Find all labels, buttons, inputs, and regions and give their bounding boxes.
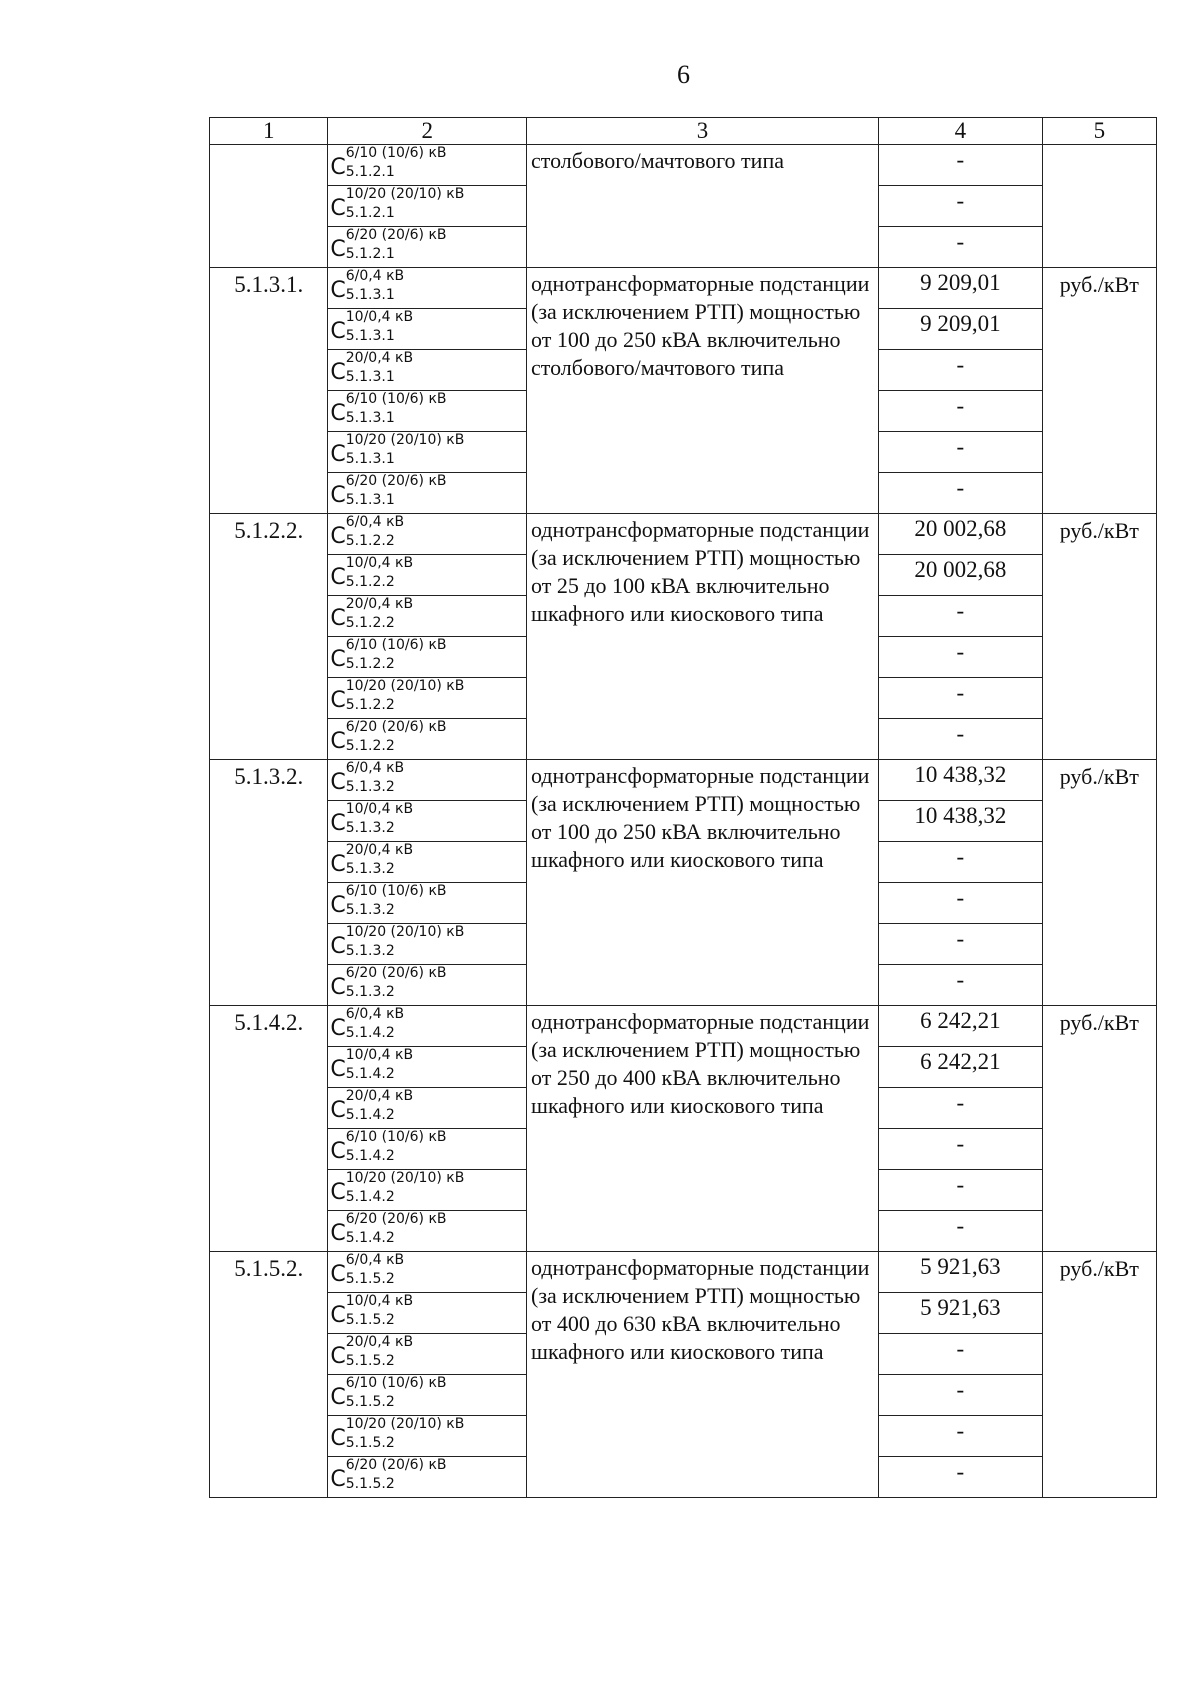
rate-symbol xyxy=(328,596,527,637)
table-row xyxy=(210,145,1157,186)
index-subscript: 5.1.2.2 xyxy=(345,574,395,590)
symbol-letter: C xyxy=(330,1262,346,1287)
rate-value: - xyxy=(879,1334,1043,1375)
table-row xyxy=(210,514,1157,555)
rate-symbol xyxy=(328,1375,527,1416)
item-description: столбового/мачтового типа xyxy=(527,145,879,268)
symbol-scripts xyxy=(346,432,465,467)
symbol-scripts xyxy=(346,514,404,549)
symbol-scripts xyxy=(346,965,447,1000)
symbol-letter: C xyxy=(330,196,346,221)
index-subscript: 5.1.2.1 xyxy=(345,246,395,262)
symbol-letter: C xyxy=(330,1303,346,1328)
rate-value: - xyxy=(879,637,1043,678)
index-subscript: 5.1.3.1 xyxy=(345,410,395,426)
voltage-superscript: 20/0,4 кВ xyxy=(345,842,414,858)
unit-cell: руб./кВт xyxy=(1042,514,1156,760)
symbol-scripts xyxy=(346,801,413,836)
item-code: 5.1.5.2. xyxy=(210,1252,328,1498)
symbol-letter: C xyxy=(330,483,346,508)
index-subscript: 5.1.4.2 xyxy=(345,1107,395,1123)
voltage-superscript: 6/10 (10/6) кВ xyxy=(345,391,447,407)
rate-value: - xyxy=(879,1457,1043,1498)
symbol-scripts xyxy=(346,1006,404,1041)
symbol-letter: C xyxy=(330,729,346,754)
voltage-superscript: 6/10 (10/6) кВ xyxy=(345,1129,447,1145)
rate-symbol xyxy=(328,801,527,842)
index-subscript: 5.1.3.2 xyxy=(345,984,395,1000)
voltage-superscript: 6/0,4 кВ xyxy=(345,1006,405,1022)
voltage-superscript: 20/0,4 кВ xyxy=(345,1088,414,1104)
rate-symbol xyxy=(328,227,527,268)
symbol-scripts xyxy=(346,1211,447,1246)
rate-value: 6 242,21 xyxy=(879,1047,1043,1088)
symbol-scripts xyxy=(346,473,447,508)
index-subscript: 5.1.3.1 xyxy=(345,451,395,467)
rate-value: - xyxy=(879,1416,1043,1457)
rate-symbol xyxy=(328,350,527,391)
voltage-superscript: 6/20 (20/6) кВ xyxy=(345,473,447,489)
item-code: 5.1.3.2. xyxy=(210,760,328,1006)
symbol-scripts xyxy=(346,842,413,877)
rate-value: - xyxy=(879,1211,1043,1252)
rate-value: - xyxy=(879,350,1043,391)
symbol-letter: C xyxy=(330,237,346,262)
voltage-superscript: 6/20 (20/6) кВ xyxy=(345,719,447,735)
rate-symbol xyxy=(328,391,527,432)
index-subscript: 5.1.3.1 xyxy=(345,287,395,303)
rate-value: 9 209,01 xyxy=(879,309,1043,350)
rate-symbol xyxy=(328,145,527,186)
unit-cell: руб./кВт xyxy=(1042,760,1156,1006)
rate-symbol xyxy=(328,637,527,678)
rate-symbol xyxy=(328,1252,527,1293)
symbol-scripts xyxy=(346,268,404,303)
rate-value: - xyxy=(879,924,1043,965)
voltage-superscript: 20/0,4 кВ xyxy=(345,596,414,612)
index-subscript: 5.1.3.1 xyxy=(345,369,395,385)
rate-value: - xyxy=(879,678,1043,719)
symbol-letter: C xyxy=(330,1016,346,1041)
rate-value: - xyxy=(879,883,1043,924)
index-subscript: 5.1.3.2 xyxy=(345,779,395,795)
item-description: однотрансформаторные подстанции (за исключением РТП) мощностью от 250 до 400 кВА включительно шкафного или киоскового типа xyxy=(527,1006,879,1252)
symbol-scripts xyxy=(346,186,465,221)
symbol-scripts xyxy=(346,1252,404,1287)
rate-value: 10 438,32 xyxy=(879,801,1043,842)
symbol-letter: C xyxy=(330,893,346,918)
item-code: 5.1.3.1. xyxy=(210,268,328,514)
index-subscript: 5.1.4.2 xyxy=(345,1066,395,1082)
symbol-letter: C xyxy=(330,360,346,385)
rate-value: - xyxy=(879,186,1043,227)
table-row xyxy=(210,268,1157,309)
symbol-letter: C xyxy=(330,770,346,795)
voltage-superscript: 10/20 (20/10) кВ xyxy=(345,1416,465,1432)
page-number: 6 xyxy=(677,60,690,89)
symbol-letter: C xyxy=(330,934,346,959)
symbol-letter: C xyxy=(330,278,346,303)
symbol-scripts xyxy=(346,760,404,795)
index-subscript: 5.1.5.2 xyxy=(345,1394,395,1410)
rate-value: 10 438,32 xyxy=(879,760,1043,801)
symbol-letter: C xyxy=(330,319,346,344)
table-row xyxy=(210,1006,1157,1047)
voltage-superscript: 6/0,4 кВ xyxy=(345,268,405,284)
symbol-letter: C xyxy=(330,565,346,590)
item-description: однотрансформаторные подстанции (за исключением РТП) мощностью от 400 до 630 кВА включительно шкафного или киоскового типа xyxy=(527,1252,879,1498)
symbol-scripts xyxy=(346,145,447,180)
rate-value: 20 002,68 xyxy=(879,555,1043,596)
rate-value: - xyxy=(879,1375,1043,1416)
symbol-letter: C xyxy=(330,1385,346,1410)
table-row xyxy=(210,1252,1157,1293)
symbol-scripts xyxy=(346,391,447,426)
voltage-superscript: 6/10 (10/6) кВ xyxy=(345,1375,447,1391)
rate-symbol xyxy=(328,309,527,350)
symbol-scripts xyxy=(346,1334,413,1369)
rate-symbol xyxy=(328,1211,527,1252)
symbol-letter: C xyxy=(330,155,346,180)
rate-value: 9 209,01 xyxy=(879,268,1043,309)
item-description: однотрансформаторные подстанции (за исключением РТП) мощностью от 100 до 250 кВА включительно столбового/мачтового типа xyxy=(527,268,879,514)
rate-value: - xyxy=(879,1129,1043,1170)
voltage-superscript: 10/0,4 кВ xyxy=(345,1293,414,1309)
rate-value: - xyxy=(879,473,1043,514)
rate-symbol xyxy=(328,473,527,514)
symbol-letter: C xyxy=(330,606,346,631)
symbol-letter: C xyxy=(330,1467,346,1492)
symbol-scripts xyxy=(346,596,413,631)
rate-symbol xyxy=(328,186,527,227)
rate-symbol xyxy=(328,924,527,965)
rate-value: - xyxy=(879,391,1043,432)
rate-symbol xyxy=(328,1047,527,1088)
voltage-superscript: 6/20 (20/6) кВ xyxy=(345,965,447,981)
symbol-scripts xyxy=(346,883,447,918)
header-row xyxy=(210,118,1157,145)
rate-symbol xyxy=(328,432,527,473)
index-subscript: 5.1.3.1 xyxy=(345,328,395,344)
item-code xyxy=(210,145,328,268)
rate-symbol xyxy=(328,1006,527,1047)
voltage-superscript: 6/10 (10/6) кВ xyxy=(345,883,447,899)
rate-value: - xyxy=(879,145,1043,186)
index-subscript: 5.1.2.1 xyxy=(345,164,395,180)
voltage-superscript: 10/20 (20/10) кВ xyxy=(345,1170,465,1186)
voltage-superscript: 10/0,4 кВ xyxy=(345,309,414,325)
index-subscript: 5.1.5.2 xyxy=(345,1476,395,1492)
rate-value: 20 002,68 xyxy=(879,514,1043,555)
voltage-superscript: 10/0,4 кВ xyxy=(345,1047,414,1063)
table-row xyxy=(210,760,1157,801)
symbol-letter: C xyxy=(330,1221,346,1246)
rate-value: 6 242,21 xyxy=(879,1006,1043,1047)
voltage-superscript: 6/20 (20/6) кВ xyxy=(345,227,447,243)
symbol-scripts xyxy=(346,719,447,754)
index-subscript: 5.1.3.2 xyxy=(345,943,395,959)
voltage-superscript: 6/0,4 кВ xyxy=(345,514,405,530)
index-subscript: 5.1.4.2 xyxy=(345,1230,395,1246)
symbol-letter: C xyxy=(330,647,346,672)
symbol-letter: C xyxy=(330,852,346,877)
rate-symbol xyxy=(328,760,527,801)
symbol-scripts xyxy=(346,1293,413,1328)
rate-value: - xyxy=(879,965,1043,1006)
index-subscript: 5.1.4.2 xyxy=(345,1025,395,1041)
index-subscript: 5.1.2.2 xyxy=(345,656,395,672)
symbol-scripts xyxy=(346,350,413,385)
index-subscript: 5.1.2.2 xyxy=(345,697,395,713)
rate-symbol xyxy=(328,1129,527,1170)
symbol-scripts xyxy=(346,1416,465,1451)
symbol-scripts xyxy=(346,1088,413,1123)
header-cell-3: 3 xyxy=(527,118,879,145)
index-subscript: 5.1.5.2 xyxy=(345,1435,395,1451)
symbol-letter: C xyxy=(330,688,346,713)
rate-symbol xyxy=(328,1416,527,1457)
rate-symbol xyxy=(328,883,527,924)
voltage-superscript: 6/0,4 кВ xyxy=(345,760,405,776)
index-subscript: 5.1.2.1 xyxy=(345,205,395,221)
voltage-superscript: 10/20 (20/10) кВ xyxy=(345,186,465,202)
voltage-superscript: 6/10 (10/6) кВ xyxy=(345,637,447,653)
rate-value: - xyxy=(879,719,1043,760)
rate-symbol xyxy=(328,719,527,760)
voltage-superscript: 10/20 (20/10) кВ xyxy=(345,678,465,694)
symbol-scripts xyxy=(346,309,413,344)
rate-symbol xyxy=(328,842,527,883)
index-subscript: 5.1.3.2 xyxy=(345,820,395,836)
rate-symbol xyxy=(328,555,527,596)
index-subscript: 5.1.2.2 xyxy=(345,738,395,754)
index-subscript: 5.1.2.2 xyxy=(345,615,395,631)
header-cell-5: 5 xyxy=(1042,118,1156,145)
voltage-superscript: 6/0,4 кВ xyxy=(345,1252,405,1268)
rate-symbol xyxy=(328,514,527,555)
item-description: однотрансформаторные подстанции (за исключением РТП) мощностью от 100 до 250 кВА включительно шкафного или киоскового типа xyxy=(527,760,879,1006)
symbol-scripts xyxy=(346,1375,447,1410)
index-subscript: 5.1.4.2 xyxy=(345,1189,395,1205)
rate-value: - xyxy=(879,596,1043,637)
rate-value: - xyxy=(879,432,1043,473)
index-subscript: 5.1.4.2 xyxy=(345,1148,395,1164)
voltage-superscript: 10/20 (20/10) кВ xyxy=(345,924,465,940)
voltage-superscript: 20/0,4 кВ xyxy=(345,350,414,366)
rate-symbol xyxy=(328,1457,527,1498)
rate-symbol xyxy=(328,1334,527,1375)
header-cell-1: 1 xyxy=(210,118,328,145)
rate-value: - xyxy=(879,1170,1043,1211)
symbol-scripts xyxy=(346,1129,447,1164)
rate-value: - xyxy=(879,1088,1043,1129)
symbol-letter: C xyxy=(330,1098,346,1123)
header-cell-2: 2 xyxy=(328,118,527,145)
rate-symbol xyxy=(328,965,527,1006)
item-code: 5.1.4.2. xyxy=(210,1006,328,1252)
voltage-superscript: 6/20 (20/6) кВ xyxy=(345,1457,447,1473)
unit-cell: руб./кВт xyxy=(1042,268,1156,514)
index-subscript: 5.1.3.2 xyxy=(345,902,395,918)
voltage-superscript: 10/0,4 кВ xyxy=(345,555,414,571)
rate-symbol xyxy=(328,1293,527,1334)
symbol-scripts xyxy=(346,678,465,713)
symbol-scripts xyxy=(346,924,465,959)
index-subscript: 5.1.2.2 xyxy=(345,533,395,549)
unit-cell xyxy=(1042,145,1156,268)
symbol-scripts xyxy=(346,227,447,262)
tariff-table xyxy=(209,117,1157,1498)
rate-symbol xyxy=(328,1170,527,1211)
voltage-superscript: 6/10 (10/6) кВ xyxy=(345,145,447,161)
index-subscript: 5.1.3.2 xyxy=(345,861,395,877)
unit-cell: руб./кВт xyxy=(1042,1252,1156,1498)
rate-value: - xyxy=(879,227,1043,268)
index-subscript: 5.1.5.2 xyxy=(345,1271,395,1287)
rate-value: 5 921,63 xyxy=(879,1293,1043,1334)
unit-cell: руб./кВт xyxy=(1042,1006,1156,1252)
rate-symbol xyxy=(328,678,527,719)
voltage-superscript: 20/0,4 кВ xyxy=(345,1334,414,1350)
index-subscript: 5.1.5.2 xyxy=(345,1353,395,1369)
symbol-letter: C xyxy=(330,1139,346,1164)
voltage-superscript: 10/20 (20/10) кВ xyxy=(345,432,465,448)
symbol-letter: C xyxy=(330,1344,346,1369)
item-description: однотрансформаторные подстанции (за исключением РТП) мощностью от 25 до 100 кВА включительно шкафного или киоскового типа xyxy=(527,514,879,760)
index-subscript: 5.1.3.1 xyxy=(345,492,395,508)
symbol-letter: C xyxy=(330,811,346,836)
rate-value: 5 921,63 xyxy=(879,1252,1043,1293)
index-subscript: 5.1.5.2 xyxy=(345,1312,395,1328)
symbol-letter: C xyxy=(330,524,346,549)
rate-value: - xyxy=(879,842,1043,883)
symbol-letter: C xyxy=(330,1057,346,1082)
symbol-letter: C xyxy=(330,975,346,1000)
rate-symbol xyxy=(328,1088,527,1129)
symbol-scripts xyxy=(346,555,413,590)
symbol-letter: C xyxy=(330,401,346,426)
symbol-scripts xyxy=(346,1457,447,1492)
voltage-superscript: 10/0,4 кВ xyxy=(345,801,414,817)
symbol-letter: C xyxy=(330,1426,346,1451)
symbol-letter: C xyxy=(330,442,346,467)
header-cell-4: 4 xyxy=(879,118,1043,145)
symbol-scripts xyxy=(346,1047,413,1082)
rate-symbol xyxy=(328,268,527,309)
symbol-scripts xyxy=(346,1170,465,1205)
symbol-scripts xyxy=(346,637,447,672)
item-code: 5.1.2.2. xyxy=(210,514,328,760)
symbol-letter: C xyxy=(330,1180,346,1205)
voltage-superscript: 6/20 (20/6) кВ xyxy=(345,1211,447,1227)
